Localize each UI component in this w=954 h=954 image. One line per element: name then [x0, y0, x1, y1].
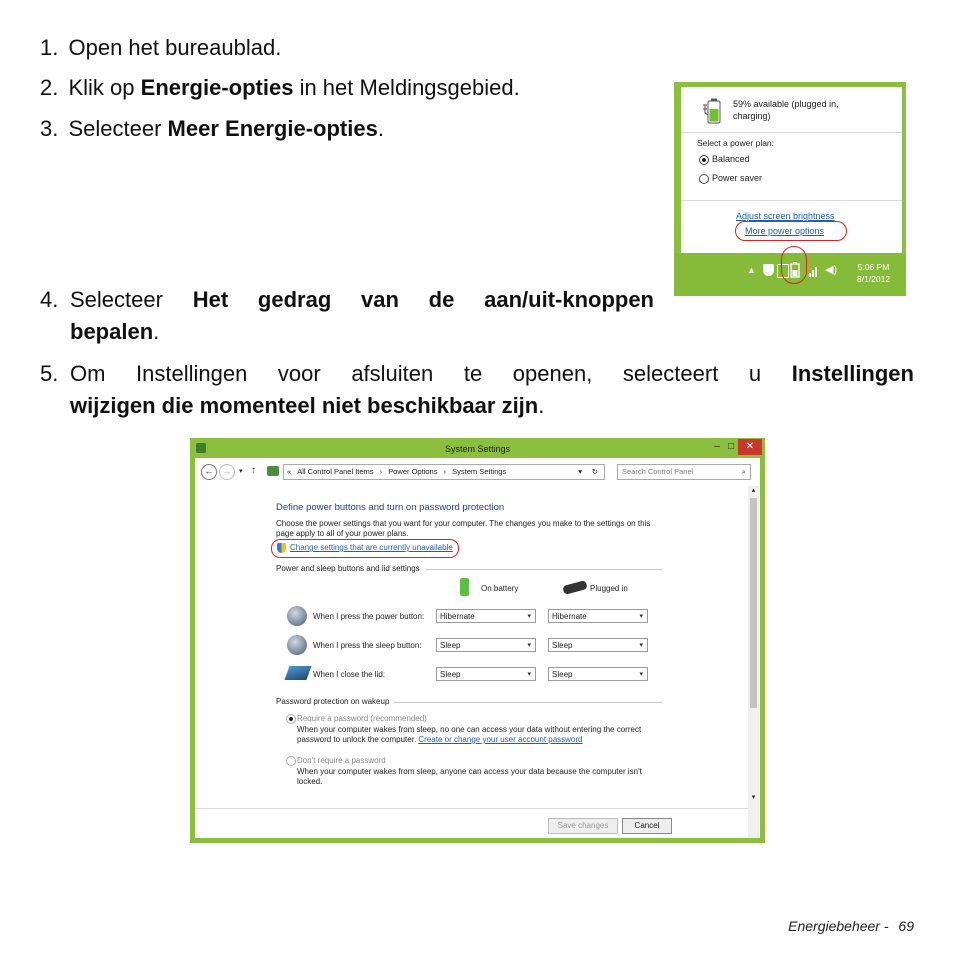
search-placeholder: Search Control Panel: [622, 467, 694, 476]
row-label-sleep-button: When I press the sleep button:: [313, 641, 422, 650]
row-label-close-lid: When I close the lid:: [313, 670, 386, 679]
step-number: 3.: [40, 116, 59, 141]
battery-plug-icon: [701, 97, 727, 125]
adjust-brightness-link[interactable]: Adjust screen brightness: [736, 211, 835, 221]
clock-time: 5:06 PM: [857, 262, 890, 272]
col-plugged-in: Plugged in: [590, 584, 628, 593]
step-text-pre: Om Instellingen voor afsluiten te openen, selecteert u: [70, 361, 792, 386]
select-value: Hibernate: [552, 612, 587, 621]
select-value: Sleep: [552, 670, 573, 679]
scrollbar[interactable]: [748, 486, 759, 838]
step-2: [40, 73, 650, 103]
opt-none-title: Don't require a password: [297, 756, 386, 765]
select-value: Hibernate: [440, 612, 475, 621]
close-button[interactable]: ✕: [738, 439, 762, 455]
select-value: Sleep: [552, 641, 573, 650]
breadcrumb-system-settings[interactable]: System Settings: [452, 467, 507, 476]
opt-require-desc-2: password to unlock the computer.: [297, 735, 419, 744]
scrollbar-thumb[interactable]: [750, 498, 757, 708]
no-password-radio[interactable]: [286, 756, 296, 766]
step-text-post: .: [153, 319, 160, 344]
close-lid-plugged-select[interactable]: [548, 667, 648, 681]
plan-option-balanced[interactable]: [699, 154, 859, 166]
group-password-label: Password protection on wakeup: [276, 697, 390, 706]
col-on-battery: On battery: [481, 584, 519, 593]
battery-status-line-1: 59% available (plugged in,: [733, 99, 839, 109]
opt-require-title: Require a password (recommended): [297, 714, 427, 723]
highlight-ring: [735, 221, 847, 241]
sleep-button-icon: [287, 635, 307, 655]
power-button-plugged-select[interactable]: [548, 609, 648, 623]
step-number: 4.: [40, 287, 59, 312]
taskbar-tray: [674, 253, 906, 296]
power-plan-label: Select a power plan:: [697, 138, 775, 148]
up-arrow-icon[interactable]: ↑: [251, 465, 256, 476]
step-line-2: [70, 317, 654, 347]
chevron-down-icon: ▾: [639, 671, 643, 678]
clock-date: 8/1/2012: [857, 274, 891, 284]
step-keyword: Energie-opties: [140, 75, 294, 100]
select-value: Sleep: [440, 641, 461, 650]
step-number: 5.: [40, 361, 59, 386]
breadcrumb-all-items[interactable]: All Control Panel Items: [297, 467, 374, 476]
opt-none-desc: [297, 767, 642, 787]
plan-label: Balanced: [712, 154, 750, 164]
back-arrow-icon[interactable]: ←: [201, 464, 217, 480]
scroll-up-icon[interactable]: ▴: [751, 487, 756, 494]
highlight-ring: [781, 246, 807, 284]
row-label-power-button: When I press the power button:: [313, 612, 425, 621]
page-heading: Define power buttons and turn on password protection: [276, 502, 505, 513]
save-changes-button[interactable]: Save changes: [548, 818, 618, 834]
intro-text: [276, 519, 650, 539]
system-settings-window: [190, 438, 765, 843]
highlight-ring: [271, 539, 459, 558]
step-line-1: [70, 359, 914, 389]
step-number: 1.: [40, 35, 59, 60]
step-line-2: [70, 391, 914, 421]
change-settings-link[interactable]: Change settings that are currently unavailable: [290, 543, 453, 552]
step-text-post: .: [538, 393, 545, 418]
battery-popup-screenshot: [674, 82, 906, 296]
step-keyword: Meer Energie-opties: [167, 116, 378, 141]
opt-none-desc-1: When your computer wakes from sleep, anyone can access your data because the computer isn't: [297, 767, 642, 776]
search-icon[interactable]: ⌕: [741, 467, 746, 476]
power-button-icon: [287, 606, 307, 626]
step-text-pre: Selecteer: [68, 116, 168, 141]
search-input[interactable]: [617, 464, 751, 480]
radio-unselected-icon: [699, 174, 709, 184]
tray-clock[interactable]: [857, 261, 890, 285]
more-power-options-link[interactable]: More power options: [745, 226, 825, 236]
step-3: [40, 114, 650, 144]
step-keyword: Het gedrag van de aan/uit-knoppen: [192, 287, 654, 312]
select-value: Sleep: [440, 670, 461, 679]
breadcrumb-sep: ›: [443, 467, 447, 476]
footer-page-number: 69: [898, 918, 914, 934]
chevron-down-icon: ▾: [639, 613, 643, 620]
plan-option-power-saver[interactable]: [699, 173, 859, 185]
step-5: [40, 359, 914, 423]
create-password-link[interactable]: Create or change your user account password: [418, 735, 583, 744]
footer-section: Energiebeheer -: [788, 918, 889, 934]
plan-label: Power saver: [712, 173, 763, 183]
address-dropdown-icon[interactable]: ▾: [578, 467, 582, 476]
chevron-down-icon: ▾: [639, 642, 643, 649]
intro-line-1: Choose the power settings that you want for your computer. The changes you make to the settings on this: [276, 519, 651, 528]
radio-selected-icon: [699, 155, 709, 165]
step-line-1: [70, 285, 654, 315]
window-client: [195, 458, 760, 838]
breadcrumb-power-options[interactable]: Power Options: [388, 467, 438, 476]
step-text-pre: Selecteer: [70, 287, 193, 312]
close-lid-battery-select[interactable]: [436, 667, 536, 681]
opt-require-desc: [297, 725, 641, 745]
cancel-button[interactable]: Cancel: [622, 818, 672, 834]
require-password-radio[interactable]: [286, 714, 296, 724]
step-4: [40, 285, 654, 349]
step-text-post: .: [377, 116, 384, 141]
opt-require-desc-1: When your computer wakes from sleep, no one can access your data without entering the correct: [297, 725, 642, 734]
breadcrumb-sep: «: [287, 467, 292, 476]
network-icon[interactable]: [808, 264, 820, 276]
laptop-lid-icon: [284, 666, 311, 680]
window-title: System Settings: [444, 444, 511, 454]
breadcrumb-sep: ›: [379, 467, 383, 476]
opt-none-desc-2: locked.: [297, 777, 323, 786]
page-footer: [700, 918, 914, 934]
chevron-up-icon[interactable]: ▲: [747, 265, 756, 275]
shield-icon[interactable]: [763, 264, 774, 276]
chevron-down-icon: ▾: [527, 613, 531, 620]
battery-icon: [460, 578, 469, 596]
intro-line-2: page apply to all of your power plans.: [276, 529, 409, 538]
step-text-pre: Klik op: [68, 75, 141, 100]
minimize-button[interactable]: –: [714, 441, 720, 452]
step-text-post: in het Meldingsgebied.: [293, 75, 520, 100]
speaker-icon[interactable]: ◀): [825, 264, 838, 276]
control-panel-icon: [267, 466, 279, 476]
step-text: Open het bureaublad.: [68, 35, 282, 60]
scroll-down-icon[interactable]: ▾: [751, 794, 756, 801]
recent-pages-chevron-icon[interactable]: ▾: [239, 468, 243, 475]
forward-arrow-icon[interactable]: →: [219, 464, 235, 480]
power-button-battery-select[interactable]: [436, 609, 536, 623]
address-bar[interactable]: [283, 464, 605, 480]
sleep-button-battery-select[interactable]: [436, 638, 536, 652]
maximize-button[interactable]: □: [727, 441, 735, 452]
battery-status: [733, 98, 839, 122]
refresh-icon[interactable]: ↻: [591, 467, 598, 476]
power-plug-icon: [562, 580, 588, 595]
step-1: [40, 33, 640, 63]
chevron-down-icon: ▾: [527, 642, 531, 649]
step-keyword-cont: wijzigen die momenteel niet beschikbaar zijn: [70, 393, 539, 418]
chevron-down-icon: ▾: [527, 671, 531, 678]
group-power-sleep-label: Power and sleep buttons and lid settings: [276, 564, 420, 573]
step-keyword-cont: bepalen: [70, 319, 154, 344]
step-keyword: Instellingen: [791, 361, 914, 386]
battery-flyout: [681, 87, 902, 253]
step-number: 2.: [40, 75, 59, 100]
sleep-button-plugged-select[interactable]: [548, 638, 648, 652]
battery-status-line-2: charging): [733, 111, 771, 121]
